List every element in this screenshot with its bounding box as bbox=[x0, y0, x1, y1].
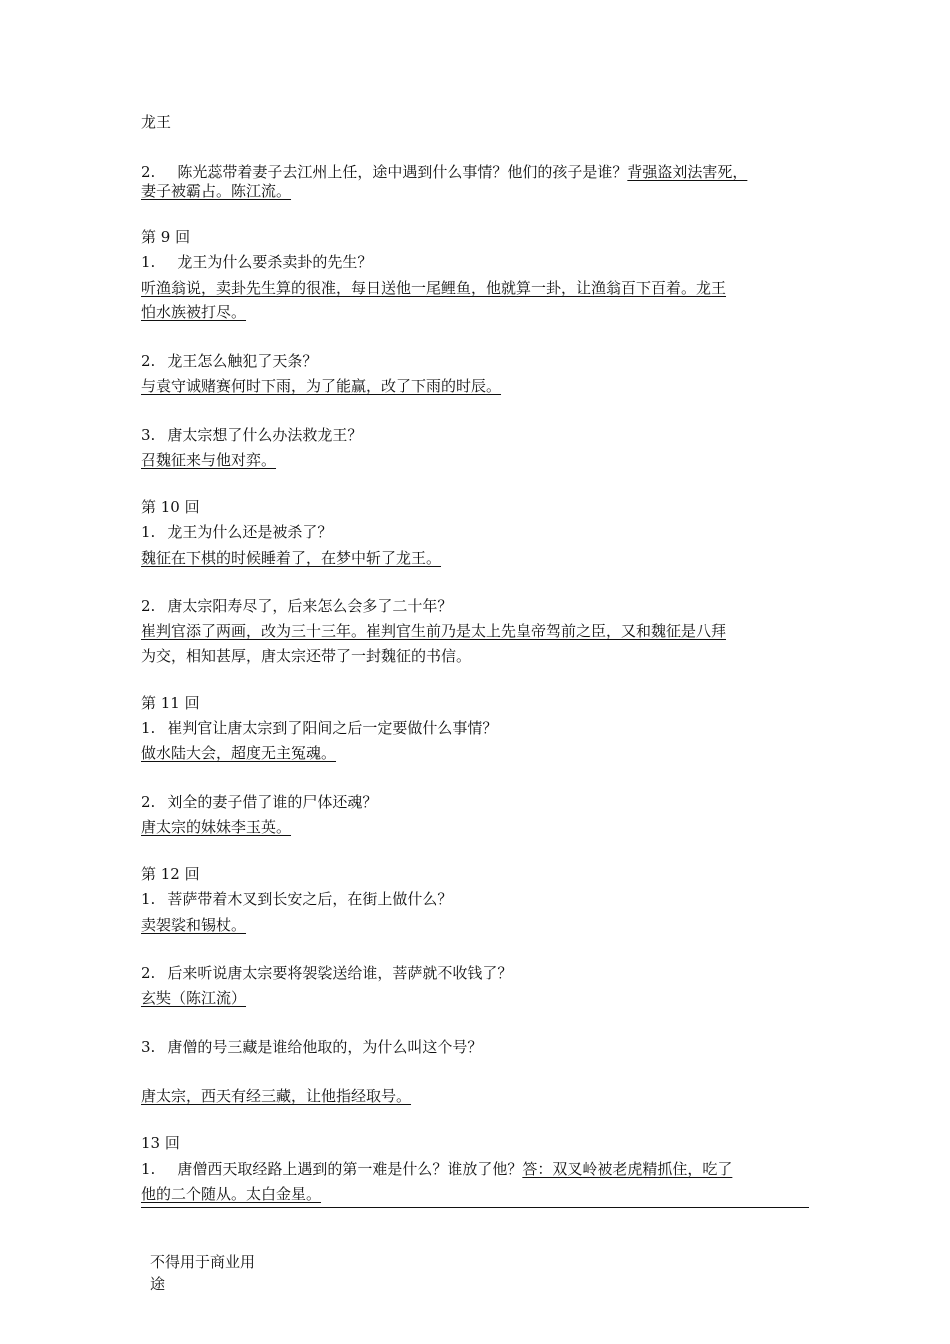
answer-line: 崔判官添了两画，改为三十三年。崔判官生前乃是太上先皇帝驾前之臣，又和魏征是八拜 bbox=[141, 622, 727, 640]
text: 龙王 bbox=[141, 113, 172, 131]
answer-line: 魏征在下棋的时候睡着了，在梦中斩了龙王。 bbox=[141, 549, 442, 567]
answer-line: 怕水族被打尽。 bbox=[141, 303, 247, 321]
question-number: 3. bbox=[141, 426, 156, 444]
question-line bbox=[141, 1037, 482, 1057]
question-line bbox=[141, 596, 452, 616]
question-text: 唐太宗想了什么办法救龙王？ bbox=[167, 426, 363, 444]
question-line bbox=[141, 351, 317, 371]
footer-notice bbox=[150, 1251, 290, 1295]
question-text: 唐僧西天取经路上遇到的第一难是什么？谁放了他？ bbox=[177, 1160, 523, 1178]
answer-text: 答：双叉岭被老虎精抓住，吃了 bbox=[522, 1160, 733, 1178]
text-line bbox=[141, 112, 171, 132]
question-line bbox=[141, 425, 362, 445]
question-line bbox=[141, 963, 512, 983]
answer-line: 听渔翁说，卖卦先生算的很准，每日送他一尾鲤鱼，他就算一卦，让渔翁百下百着。龙王 bbox=[141, 279, 727, 297]
chapter-heading: 第 10 回 bbox=[141, 498, 200, 516]
answer-text: 背强盗刘法害死， bbox=[627, 163, 748, 181]
question-text: 龙王怎么触犯了天条？ bbox=[167, 352, 318, 370]
question-number: 2. bbox=[141, 597, 156, 615]
chapter-heading: 第 9 回 bbox=[141, 228, 191, 246]
question-text: 唐僧的号三藏是谁给他取的，为什么叫这个号？ bbox=[167, 1038, 483, 1056]
question-number: 1. bbox=[141, 523, 156, 541]
question-line bbox=[141, 1159, 732, 1179]
answer-line: 他的二个随从。太白金星。 bbox=[141, 1185, 322, 1203]
question-text: 龙王为什么还是被杀了？ bbox=[167, 523, 333, 541]
question-text: 刘全的妻子借了谁的尸体还魂？ bbox=[167, 793, 378, 811]
question-number: 2. bbox=[141, 163, 156, 181]
question-number: 2. bbox=[141, 352, 156, 370]
question-text: 陈光蕊带着妻子去江州上任，途中遇到什么事情？他们的孩子是谁？ bbox=[177, 163, 628, 181]
question-line bbox=[141, 162, 747, 182]
answer-line: 召魏征来与他对弈。 bbox=[141, 451, 277, 469]
question-number: 2. bbox=[141, 964, 156, 982]
question-number: 1. bbox=[141, 253, 156, 271]
question-line bbox=[141, 792, 377, 812]
answer-line: 玄奘（陈江流） bbox=[141, 989, 247, 1007]
answer-line: 做水陆大会，超度无主冤魂。 bbox=[141, 744, 337, 762]
question-text: 龙王为什么要杀卖卦的先生？ bbox=[177, 253, 373, 271]
question-number: 1. bbox=[141, 1160, 156, 1178]
chapter-heading: 13 回 bbox=[141, 1134, 180, 1152]
answer-line: 为交，相知甚厚，唐太宗还带了一封魏征的书信。 bbox=[141, 647, 472, 665]
answer-line: 妻子被霸占。陈江流。 bbox=[141, 182, 292, 200]
question-line bbox=[141, 718, 497, 738]
question-text: 后来听说唐太宗要将袈裟送给谁，菩萨就不收钱了？ bbox=[167, 964, 513, 982]
question-number: 1. bbox=[141, 719, 156, 737]
answer-line: 卖袈裟和锡杖。 bbox=[141, 916, 247, 934]
divider-line bbox=[141, 1207, 809, 1208]
answer-line: 唐太宗的妹妹李玉英。 bbox=[141, 818, 292, 836]
footer-line: 途 bbox=[150, 1275, 166, 1293]
question-number: 3. bbox=[141, 1038, 156, 1056]
chapter-heading: 第 11 回 bbox=[141, 694, 200, 712]
question-text: 崔判官让唐太宗到了阳间之后一定要做什么事情？ bbox=[167, 719, 498, 737]
question-text: 唐太宗阳寿尽了，后来怎么会多了二十年？ bbox=[167, 597, 453, 615]
answer-line: 唐太宗，西天有经三藏，让他指经取号。 bbox=[141, 1087, 412, 1105]
answer-line: 与袁守诚赌赛何时下雨，为了能赢，改了下雨的时辰。 bbox=[141, 377, 502, 395]
question-line bbox=[141, 522, 332, 542]
chapter-heading: 第 12 回 bbox=[141, 865, 200, 883]
footer-line: 不得用于商业用 bbox=[150, 1253, 256, 1271]
question-line bbox=[141, 252, 372, 272]
question-text: 菩萨带着木叉到长安之后，在街上做什么？ bbox=[167, 890, 453, 908]
question-number: 1. bbox=[141, 890, 156, 908]
question-number: 2. bbox=[141, 793, 156, 811]
question-line bbox=[141, 889, 452, 909]
